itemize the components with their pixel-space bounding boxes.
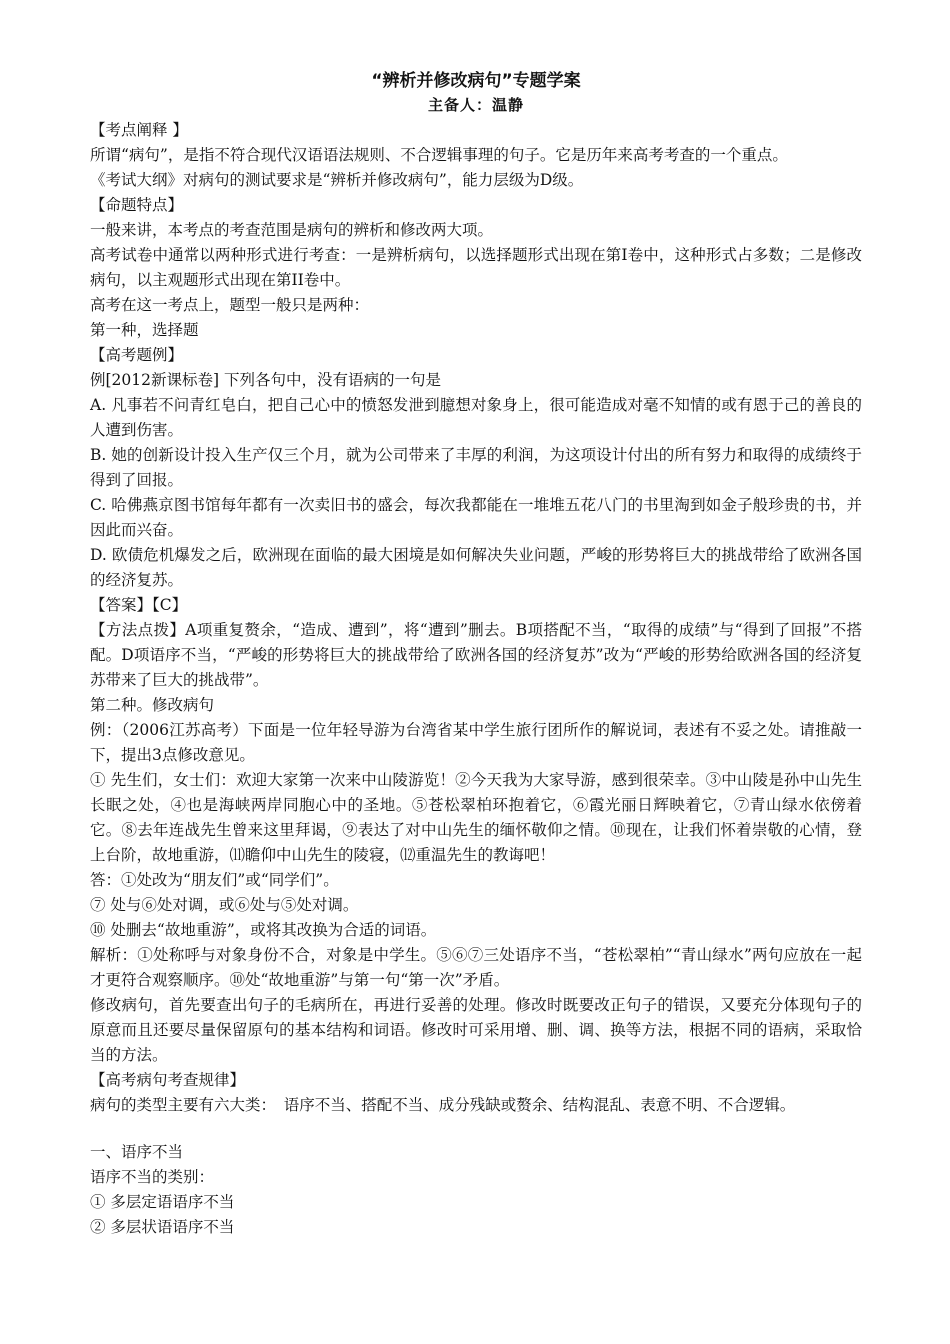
blank-line [90, 1118, 862, 1140]
subsection-heading: 一、语序不当 [90, 1143, 184, 1161]
analysis-paragraph: 解析：①处称呼与对象身份不合，对象是中学生。⑤⑥⑦三处语序不当，“苍松翠柏”“青山绿水”两句应放在一起才更符合观察顺序。⑩处“故地重游”与第一句“第一次”矛盾。 [90, 946, 862, 989]
paragraph: 高考试卷中通常以两种形式进行考查：一是辨析病句，以选择题形式出现在第I卷中，这种形式占多数；二是修改病句，以主观题形式出现在第II卷中。 [90, 246, 862, 289]
paragraph: 一般来讲，本考点的考查范围是病句的辨析和修改两大项。 [90, 221, 494, 239]
paragraph: 《考试大纲》对病句的测试要求是“辨析并修改病句”，能力层级为D级。 [90, 171, 584, 189]
section-heading: 【高考病句考查规律】 [90, 1071, 246, 1089]
example-passage: ① 先生们，女士们：欢迎大家第一次来中山陵游览！②今天我为大家导游，感到很荣幸。③中山陵是孙中山先生长眠之处，④也是海峡两岸同胞心中的圣地。⑤苍松翠柏环抱着它，⑥霞光丽日辉映着它，⑦青山绿水依傍着它。⑧去年连战先生曾来这里拜谒，⑨表达了对中山先生的缅怀敬仰之情。⑩现在，让我们怀着崇敬的心情，登上台阶，故地重游，⑾瞻仰中山先生的陵寝，⑿重温先生的教诲吧！ [90, 771, 862, 864]
paragraph: 病句的类型主要有六大类： 语序不当、搭配不当、成分残缺或赘余、结构混乱、表意不明、不合逻辑。 [90, 1096, 796, 1114]
paragraph: 高考在这一考点上，题型一般只是两种： [90, 296, 370, 314]
answer-line: 【答案】【C】 [90, 596, 188, 614]
example-intro: 例：（2006江苏高考）下面是一位年轻导游为台湾省某中学生旅行团所作的解说词，表述有不妥之处。请推敲一下，提出3点修改意见。 [90, 721, 862, 764]
method-paragraph: 【方法点拨】A项重复赘余，“造成、遭到”，将“遭到”删去。B项搭配不当，“取得的成绩”与“得到了回报”不搭配。D项语序不当，“严峻的形势将巨大的挑战带给了欧洲各国的经济复苏”改为“严峻的形势给欧洲各国的经济复苏带来了巨大的挑战带”。 [90, 621, 862, 689]
section-heading: 【考点阐释 】 [90, 121, 188, 139]
section-heading: 【高考题例】 [90, 346, 184, 364]
option-a: A. 凡事若不问青红皂白，把自己心中的愤怒发泄到臆想对象身上，很可能造成对毫不知情的或有恩于己的善良的人遭到伤害。 [90, 396, 862, 439]
paragraph: 所谓“病句”，是指不符合现代汉语语法规则、不合逻辑事理的句子。它是历年来高考考查的一个重点。 [90, 146, 788, 164]
section-heading: 【命题特点】 [90, 196, 184, 214]
option-d: D. 欧债危机爆发之后，欧洲现在面临的最大困境是如何解决失业问题，严峻的形势将巨大的挑战带给了欧洲各国的经济复苏。 [90, 546, 862, 589]
document-title: “辨析并修改病句”专题学案 [371, 71, 581, 91]
list-item: ② 多层状语语序不当 [90, 1218, 235, 1236]
question-stem: 例[2012新课标卷] 下列各句中，没有语病的一句是 [90, 371, 441, 389]
answer-line: ⑩ 处删去“故地重游”，或将其改换为合适的词语。 [90, 921, 437, 939]
list-item: ① 多层定语语序不当 [90, 1193, 235, 1211]
option-b: B. 她的创新设计投入生产仅三个月，就为公司带来了丰厚的利润，为这项设计付出的所有努力和取得的成绩终于得到了回报。 [90, 446, 862, 489]
author-line: 主备人：温静 [427, 96, 524, 114]
answer-line: 答：①处改为“朋友们”或“同学们”。 [90, 871, 339, 889]
paragraph: 第二种。修改病句 [90, 696, 215, 714]
paragraph: 第一种，选择题 [90, 321, 199, 339]
paragraph: 修改病句，首先要查出句子的毛病所在，再进行妥善的处理。修改时既要改正句子的错误，又要充分体现句子的原意而且还要尽量保留原句的基本结构和词语。修改时可采用增、删、调、换等方法，根据不同的语病，采取恰当的方法。 [90, 996, 862, 1064]
answer-line: ⑦ 处与⑥处对调，或⑥处与⑤处对调。 [90, 896, 359, 914]
option-c: C. 哈佛燕京图书馆每年都有一次卖旧书的盛会，每次我都能在一堆堆五花八门的书里淘到如金子般珍贵的书，并因此而兴奋。 [90, 496, 862, 539]
paragraph: 语序不当的类别： [90, 1168, 215, 1186]
document-body [90, 118, 862, 1240]
